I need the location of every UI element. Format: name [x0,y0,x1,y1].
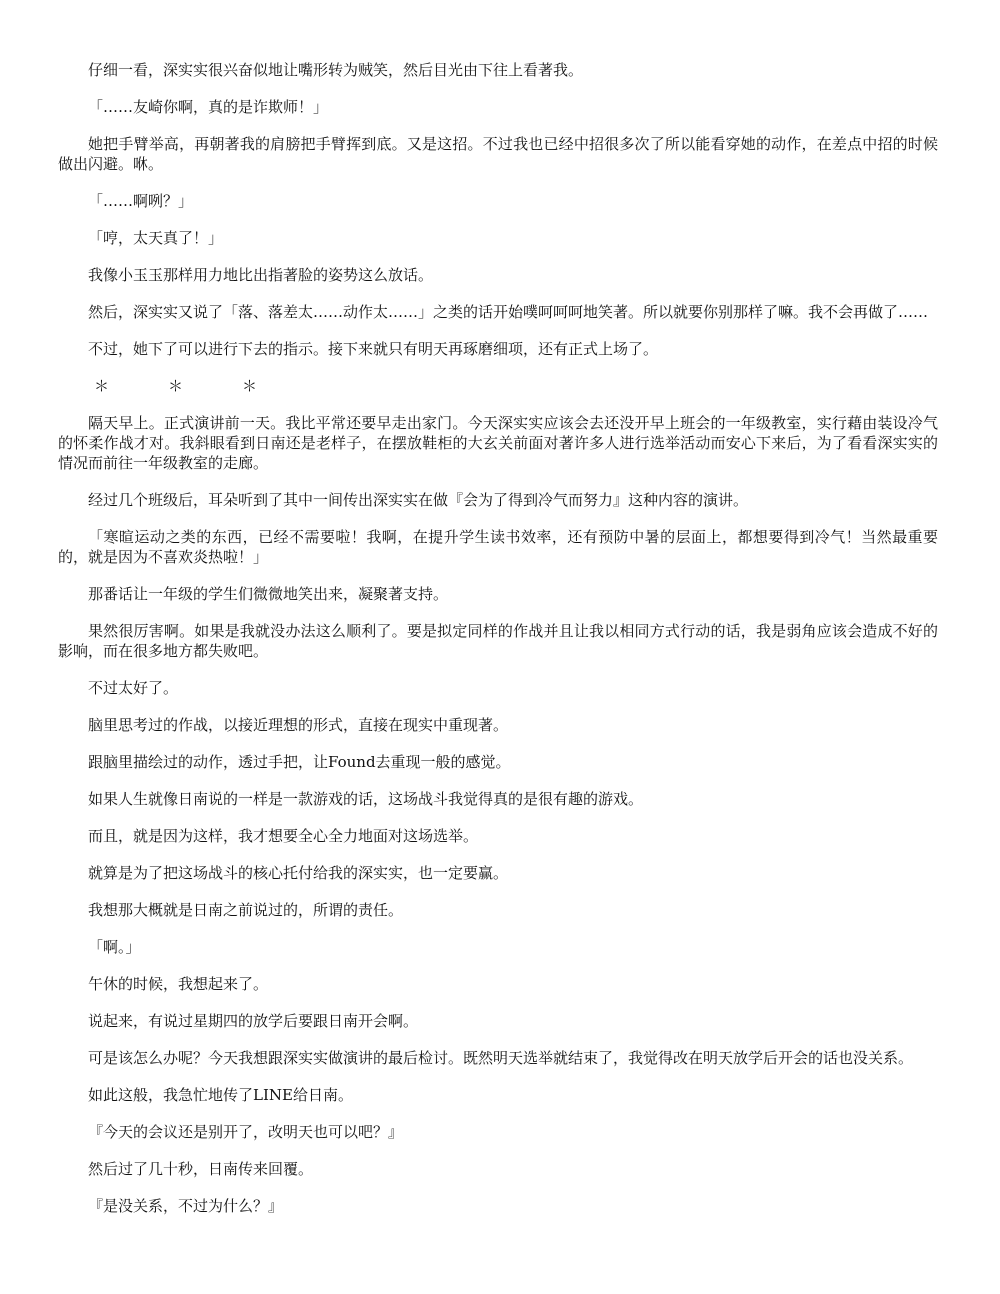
paragraph: 而且，就是因为这样，我才想要全心全力地面对这场选举。 [88,827,479,845]
paragraph: 仔细一看，深实实很兴奋似地让嘴形转为贼笑，然后目光由下往上看著我。 [88,61,584,79]
paragraph: 果然很厉害啊。如果是我就没办法这么顺利了。要是拟定同样的作战并且让我以相同方式行动的话，我是弱角应该会造成不好的影响，而在很多地方都失败吧。 [58,622,938,660]
paragraph: 「寒暄运动之类的东西，已经不需要啦！我啊，在提升学生读书效率，还有预防中暑的层面上，都想要得到冷气！当然最重要的，就是因为不喜欢炎热啦！」 [58,528,938,566]
paragraph: 隔天早上。正式演讲前一天。我比平常还要早走出家门。今天深实实应该会去还没开早上班会的一年级教室，实行藉由装设冷气的怀柔作战才对。我斜眼看到日南还是老样子，在摆放鞋柜的大玄关前面对著许多人进行选举活动而安心下来后，为了看看深实实的情况而前往一年级教室的走廊。 [58,414,938,472]
paragraph: 不过太好了。 [88,679,179,697]
paragraph: 「哼，太天真了！」 [88,229,224,247]
paragraph: 经过几个班级后，耳朵听到了其中一间传出深实实在做『会为了得到冷气而努力』这种内容的演讲。 [88,491,749,509]
paragraph: 然后过了几十秒，日南传来回覆。 [88,1160,314,1178]
paragraph: 我像小玉玉那样用力地比出指著脸的姿势这么放话。 [88,266,434,284]
paragraph: 那番话让一年级的学生们微微地笑出来，凝聚著支持。 [88,585,449,603]
document-page [58,60,938,1233]
paragraph: 脑里思考过的作战，以接近理想的形式，直接在现实中重现著。 [88,716,509,734]
paragraph: 我想那大概就是日南之前说过的，所谓的责任。 [88,901,404,919]
paragraph: 「……啊咧？」 [88,192,194,210]
paragraph: 可是该怎么办呢？今天我想跟深实实做演讲的最后检讨。既然明天选举就结束了，我觉得改在明天放学后开会的话也没关系。 [88,1049,914,1067]
paragraph: 跟脑里描绘过的动作，透过手把，让Found去重现一般的感觉。 [88,753,511,771]
section-separator: ＊ ＊ ＊ [94,377,280,395]
paragraph: 就算是为了把这场战斗的核心托付给我的深实实，也一定要赢。 [88,864,509,882]
paragraph: 『今天的会议还是别开了，改明天也可以吧？』 [88,1123,404,1141]
paragraph: 『是没关系，不过为什么？』 [88,1197,284,1215]
paragraph: 「……友崎你啊，真的是诈欺师！」 [88,98,329,116]
paragraph: 午休的时候，我想起来了。 [88,975,269,993]
paragraph: 「啊。」 [88,938,141,956]
paragraph: 如果人生就像日南说的一样是一款游戏的话，这场战斗我觉得真的是很有趣的游戏。 [88,790,644,808]
paragraph: 然后，深实实又说了「落、落差太……动作太……」之类的话开始噗呵呵呵地笑著。所以就要你别那样了嘛。我不会再做了…… [88,303,929,321]
paragraph: 说起来，有说过星期四的放学后要跟日南开会啊。 [88,1012,419,1030]
paragraph: 她把手臂举高，再朝著我的肩膀把手臂挥到底。又是这招。不过我也已经中招很多次了所以能看穿她的动作，在差点中招的时候做出闪避。咻。 [58,135,938,173]
paragraph: 不过，她下了可以进行下去的指示。接下来就只有明天再琢磨细项，还有正式上场了。 [88,340,659,358]
paragraph: 如此这般，我急忙地传了LINE给日南。 [88,1086,353,1104]
